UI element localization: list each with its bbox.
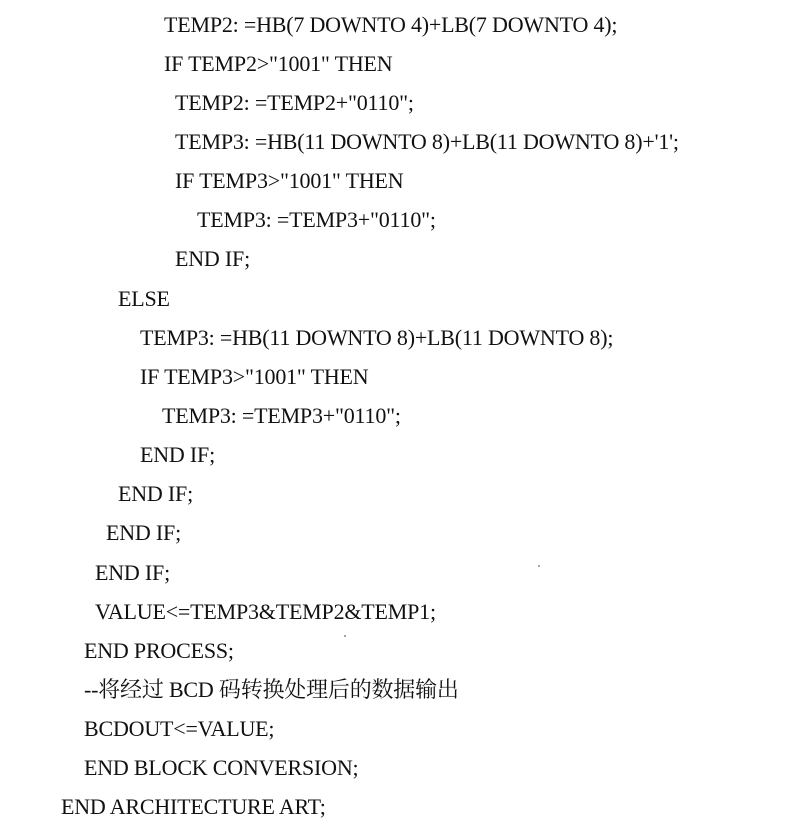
scan-speck — [344, 635, 346, 637]
code-line: END IF; — [106, 520, 181, 545]
code-line: END IF; — [175, 246, 250, 271]
code-line: VALUE<=TEMP3&TEMP2&TEMP1; — [95, 599, 436, 624]
code-line: END PROCESS; — [84, 638, 234, 663]
code-comment: --将经过 BCD 码转换处理后的数据输出 — [84, 677, 459, 702]
code-line: TEMP3: =TEMP3+"0110"; — [197, 207, 436, 232]
code-line: END IF; — [95, 560, 170, 585]
code-line: TEMP2: =HB(7 DOWNTO 4)+LB(7 DOWNTO 4); — [164, 12, 618, 37]
code-line: TEMP3: =HB(11 DOWNTO 8)+LB(11 DOWNTO 8); — [140, 325, 614, 350]
code-line: END IF; — [140, 442, 215, 467]
code-line: IF TEMP3>"1001" THEN — [140, 364, 369, 389]
code-line: END IF; — [118, 481, 193, 506]
code-line: IF TEMP2>"1001" THEN — [164, 51, 393, 76]
code-line: TEMP3: =HB(11 DOWNTO 8)+LB(11 DOWNTO 8)+'1'; — [175, 129, 679, 154]
code-line: TEMP2: =TEMP2+"0110"; — [175, 90, 414, 115]
code-line: END ARCHITECTURE ART; — [61, 794, 326, 819]
code-line: TEMP3: =TEMP3+"0110"; — [162, 403, 401, 428]
scan-speck — [538, 565, 540, 567]
code-line: BCDOUT<=VALUE; — [84, 716, 275, 741]
code-line: IF TEMP3>"1001" THEN — [175, 168, 404, 193]
code-line: ELSE — [118, 286, 170, 311]
code-line: END BLOCK CONVERSION; — [84, 755, 359, 780]
